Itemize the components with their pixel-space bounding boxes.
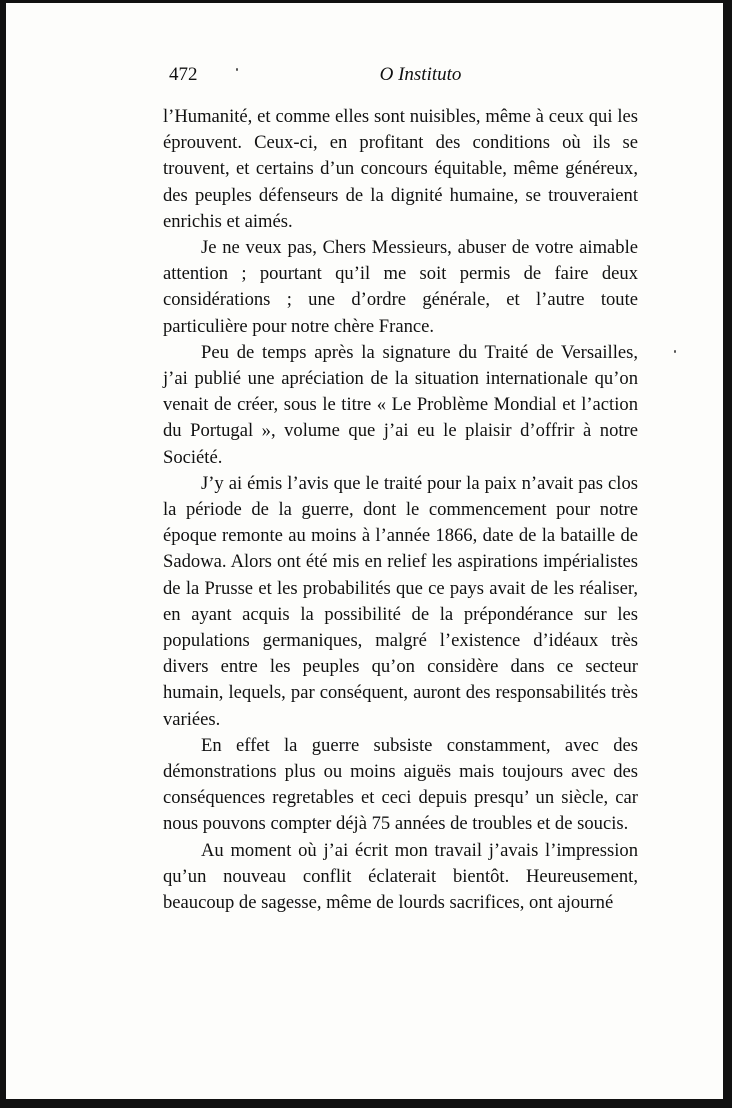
book-page — [163, 60, 638, 916]
paragraph: Au moment où j’ai écrit mon travail j’avais l’impression qu’un nouveau conflit éclaterait bientôt. Heureusement, beaucoup de sagesse, même de lourds sacrifices, ont ajourné — [163, 839, 638, 914]
paragraph: J’y ai émis l’avis que le traité pour la paix n’avait pas clos la période de la guerre, dont le commencement pour notre époque remonte au moins à l’année 1866, date de la bataille de Sadowa. Alors ont été mis en relief les aspirations impérialistes de la Prusse et les probabilités que ce pays avait de les réaliser, en ayant acquis la possibilité de la prépondérance sur les populations germaniques, malgré l’existence d’idéaux très divers entre les peuples qu’on considère dans ce secteur humain, lequels, par conséquent, auront des responsabilités très variées. — [163, 472, 638, 730]
paragraph: Peu de temps après la signature du Traité de Versailles, j’ai publié une apréciation de la situation internationale qu’on venait de créer, sous le titre « Le Problème Mondial et l’action du Portugal », volume que j’ai eu le plaisir d’offrir à notre Société. — [163, 341, 638, 468]
ink-speck — [674, 350, 676, 353]
running-title: O Instituto — [379, 64, 462, 85]
paragraph: l’Humanité, et comme elles sont nuisibles, même à ceux qui les éprouvent. Ceux-ci, en profitant des conditions où ils se trouvent, et certains d’un concours équitable, même généreux, des peuples défenseurs de la dignité humaine, se trouveraient enrichis et aimés. — [163, 106, 638, 232]
paragraph: Je ne veux pas, Chers Messieurs, abuser de votre aimable attention ; pourtant qu’il me soit permis de faire deux considérations ; une d’ordre générale, et l’autre toute particulière pour notre chère France. — [163, 237, 638, 337]
body-text — [163, 104, 638, 916]
paragraph: En effet la guerre subsiste constamment, avec des démonstrations plus ou moins aiguës mais toujours avec des conséquences regretables et ceci depuis presqu’ un siècle, car nous pouvons compter déjà 75 années de troubles et de soucis. — [163, 734, 638, 835]
page-header — [163, 60, 638, 90]
page-number: 472 — [169, 64, 198, 85]
